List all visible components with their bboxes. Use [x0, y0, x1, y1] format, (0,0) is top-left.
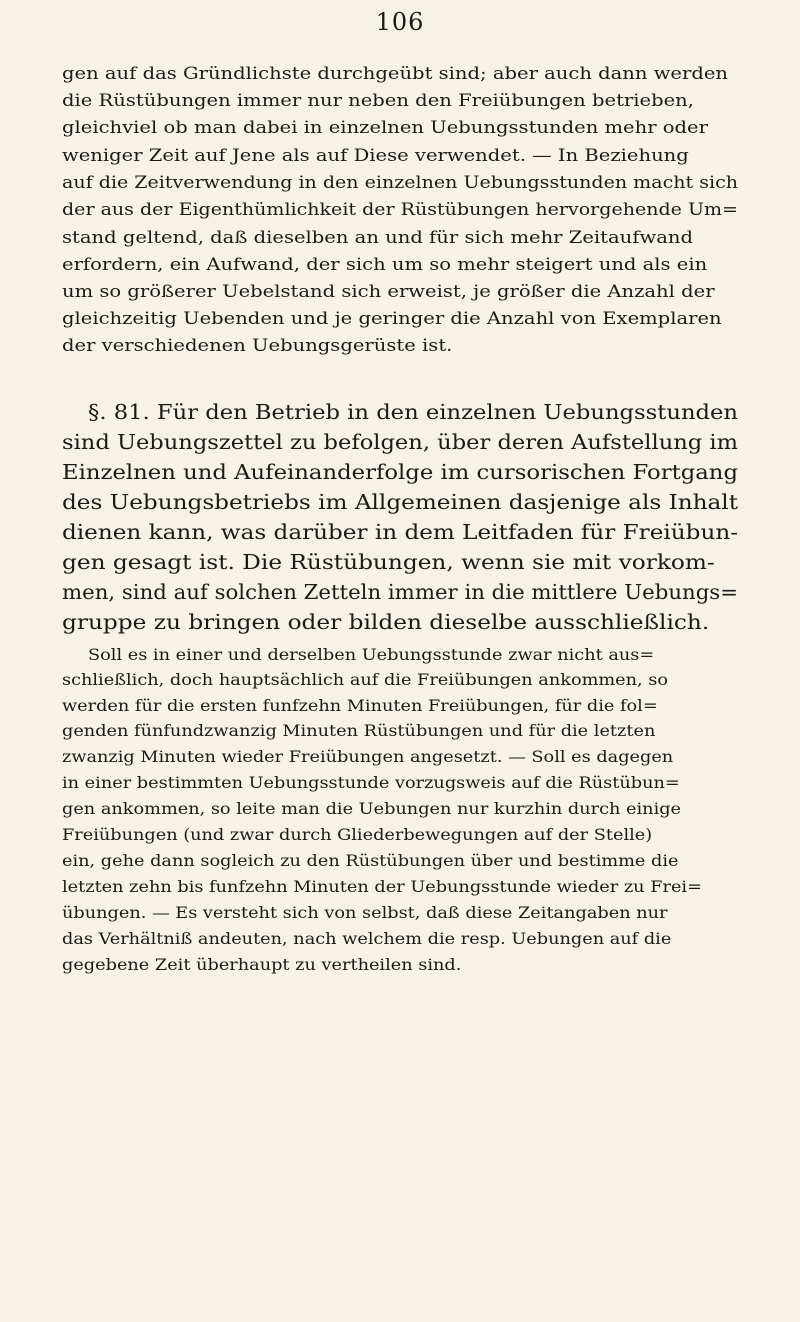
text-line-content: werden für die ersten funfzehn Minuten Freiübungen, für die fol= — [62, 697, 658, 715]
page-number: 106 — [375, 8, 425, 36]
text-line-content: sind Uebungszettel zu befolgen, über deren Aufstellung im — [62, 430, 738, 454]
text-line — [0, 900, 800, 926]
text-line — [0, 952, 800, 978]
text-line — [0, 142, 800, 170]
text-line-content: Freiübungen (und zwar durch Gliederbewegungen auf der Stelle) — [62, 826, 653, 844]
text-line — [0, 60, 800, 88]
text-line — [0, 305, 800, 333]
section-81-line — [0, 427, 800, 457]
text-line-content: Soll es in einer und derselben Uebungsstunde zwar nicht aus= — [88, 646, 655, 664]
text-line — [0, 770, 800, 796]
text-line-content: erfordern, ein Aufwand, der sich um so mehr steigert und als ein — [62, 255, 708, 275]
text-line-content: gen auf das Gründlichste durchgeübt sind; aber auch dann werden — [62, 64, 729, 84]
text-line — [0, 693, 800, 719]
text-line-content: gen ankommen, so leite man die Uebungen nur kurzhin durch einige — [62, 800, 682, 818]
text-line-content: übungen. — Es versteht sich von selbst, daß diese Zeitangaben nur — [62, 904, 668, 922]
text-line — [0, 642, 800, 668]
text-line-content: in einer bestimmten Uebungsstunde vorzugsweis auf die Rüstübun= — [62, 774, 680, 792]
text-line — [0, 278, 800, 306]
text-line-content: gen gesagt ist. Die Rüstübungen, wenn sie mit vorkom- — [62, 550, 715, 574]
text-line — [0, 114, 800, 142]
section-81-line — [0, 457, 800, 487]
text-line-content: dienen kann, was darüber in dem Leitfaden für Freiübun- — [62, 520, 738, 544]
text-line — [0, 251, 800, 279]
text-line — [0, 848, 800, 874]
section-81-line — [0, 517, 800, 547]
text-line-content: des Uebungsbetriebs im Allgemeinen dasjenige als Inhalt — [62, 490, 738, 514]
text-line-content: gleichzeitig Uebenden und je geringer die Anzahl von Exemplaren — [62, 309, 722, 329]
text-line — [0, 196, 800, 224]
text-line — [0, 667, 800, 693]
text-line-content: weniger Zeit auf Jene als auf Diese verwendet. — In Beziehung — [62, 146, 689, 166]
text-line — [0, 332, 800, 360]
text-line — [0, 874, 800, 900]
text-line — [0, 926, 800, 952]
text-line — [0, 718, 800, 744]
text-line-content: gleichviel ob man dabei in einzelnen Uebungsstunden mehr oder — [62, 118, 708, 138]
text-line-content: um so größerer Uebelstand sich erweist, je größer die Anzahl der — [62, 282, 715, 302]
text-line-content: der verschiedenen Uebungsgerüste ist. — [62, 336, 453, 356]
text-line-content: Einzelnen und Aufeinanderfolge im cursorischen Fortgang — [62, 460, 739, 484]
text-line — [0, 87, 800, 115]
text-line — [0, 796, 800, 822]
text-line-content: der aus der Eigenthümlichkeit der Rüstübungen hervorgehende Um= — [62, 200, 738, 220]
text-line-content: zwanzig Minuten wieder Freiübungen angesetzt. — Soll es dagegen — [62, 748, 674, 766]
text-line — [0, 224, 800, 252]
text-line-content: genden fünfundzwanzig Minuten Rüstübungen und für die letzten — [62, 722, 656, 740]
text-line-content: die Rüstübungen immer nur neben den Freiübungen betrieben, — [62, 91, 694, 111]
section-81-line — [0, 487, 800, 517]
text-line-content: §. 81. Für den Betrieb in den einzelnen Uebungsstunden — [88, 400, 738, 424]
text-line-content: auf die Zeitverwendung in den einzelnen Uebungsstunden macht sich — [62, 173, 739, 193]
text-line-content: letzten zehn bis funfzehn Minuten der Uebungsstunde wieder zu Frei= — [62, 878, 702, 896]
text-line-content: schließlich, doch hauptsächlich auf die Freiübungen ankommen, so — [62, 671, 669, 689]
text-line — [0, 169, 800, 197]
text-line-content: men, sind auf solchen Zetteln immer in die mittlere Uebungs= — [62, 580, 738, 604]
section-81-line — [0, 397, 800, 427]
text-line — [0, 744, 800, 770]
text-line-content: stand geltend, daß dieselben an und für sich mehr Zeitaufwand — [62, 228, 693, 248]
text-line-content: gruppe zu bringen oder bilden dieselbe ausschließlich. — [62, 610, 710, 634]
text-line-content: das Verhältniß andeuten, nach welchem die resp. Uebungen auf die — [62, 930, 672, 948]
section-81-line — [0, 547, 800, 577]
text-line-content: ein, gehe dann sogleich zu den Rüstübungen über und bestimme die — [62, 852, 679, 870]
text-line — [0, 822, 800, 848]
section-81-line — [0, 577, 800, 607]
section-81-line — [0, 607, 800, 637]
text-line-content: gegebene Zeit überhaupt zu vertheilen sind. — [62, 956, 462, 974]
